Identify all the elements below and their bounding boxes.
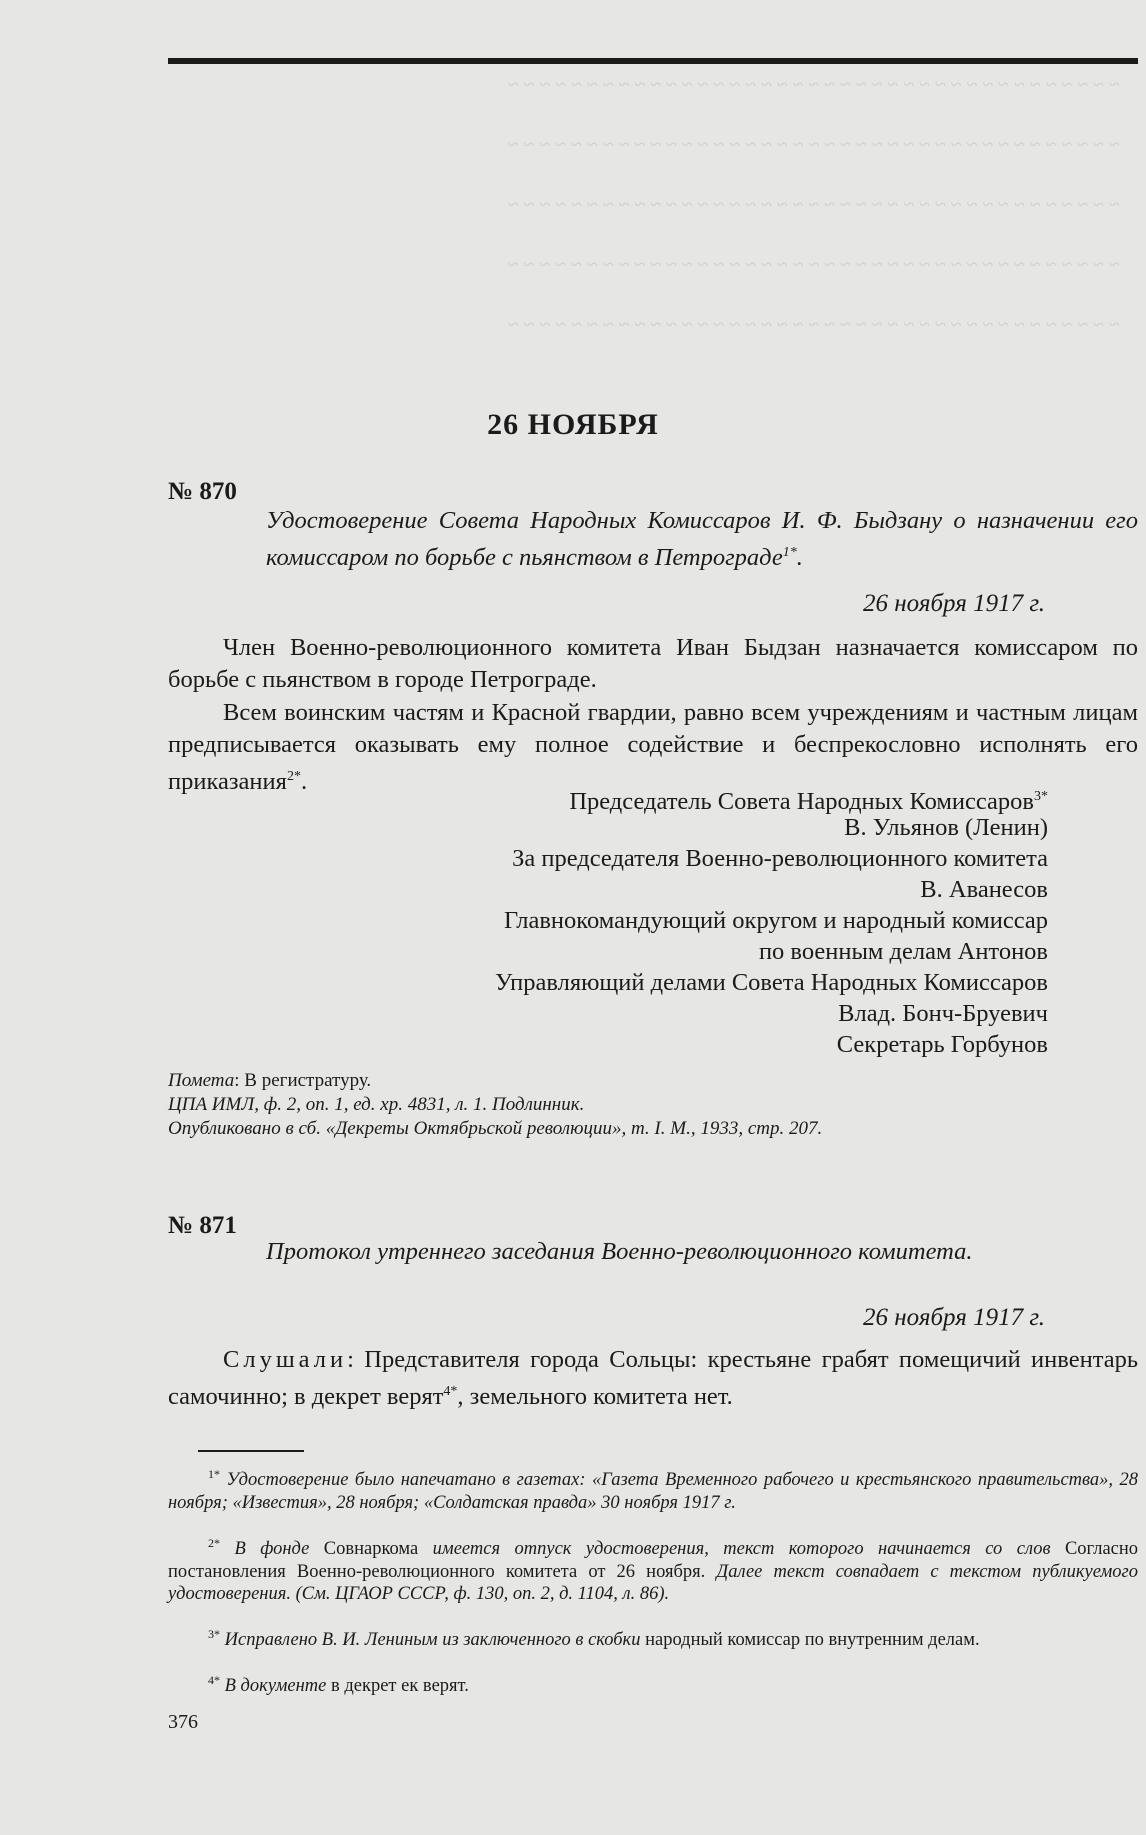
signature-text: Председатель Совета Народных Комиссаров xyxy=(569,788,1034,816)
show-through-text: ~ ~ ~ ~ ~ ~ ~ ~ ~ ~ ~ ~ ~ ~ ~ ~ ~ ~ ~ ~ ~ ~ ~ ~ ~ ~ ~ ~ ~ ~ ~ ~ ~ ~ ~ ~ ~ ~ ~ xyxy=(508,254,1120,276)
signature-4-title: Управляющий делами Совета Народных Комиссаров xyxy=(494,969,1048,996)
top-rule xyxy=(168,58,1138,64)
doc-870-paragraph-1: Член Военно-революционного комитета Иван Быдзан назначается комиссаром по борьбе с пьянством в городе Петрограде. xyxy=(168,634,1138,693)
heard-text: : Представителя города Сольцы: крестьяне грабят помещичий инвентарь самочинно; в декрет верят xyxy=(168,1346,1138,1411)
footnote-rule xyxy=(198,1450,304,1452)
signature-4-name: Влад. Бонч-Бруевич xyxy=(838,1000,1048,1027)
punctuation: . xyxy=(796,544,803,572)
heard-end: , земельного комитета нет. xyxy=(457,1383,733,1411)
footnote-text: Далее текст совпадает с текстом публикуемого удостоверения. (См. ЦГАОР СССР, ф. 130, оп. 2, д. 1104, л. 86). xyxy=(168,1561,1138,1605)
doc-870-title-text: Удостоверение Совета Народных Комиссаров И. Ф. Быдзану о назначении его комиссаром по борьбе с пьянством в Петрограде xyxy=(266,507,1138,572)
footnote-text: в декрет ек верят. xyxy=(330,1676,469,1697)
doc-871-heard xyxy=(168,1344,1138,1413)
page-number: 376 xyxy=(168,1711,198,1733)
show-through-text: ~ ~ ~ ~ ~ ~ ~ ~ ~ ~ ~ ~ ~ ~ ~ ~ ~ ~ ~ ~ ~ ~ ~ ~ ~ ~ ~ ~ ~ ~ ~ ~ ~ ~ ~ ~ ~ ~ ~ xyxy=(508,74,1120,96)
mark-text: : В регистратуру. xyxy=(234,1070,372,1091)
doc-871-number: № 871 xyxy=(168,1212,237,1239)
footnote-text: Совнаркома xyxy=(323,1539,419,1560)
signature-3-title: Главнокомандующий округом и народный комиссар xyxy=(503,907,1048,934)
doc-871-date: 26 ноября 1917 г. xyxy=(863,1304,1045,1331)
doc-870-number: № 870 xyxy=(168,478,237,505)
footnote-text: Удостоверение было напечатано в газетах: «Газета Временного рабочего и крестьянского правительства», 28 ноября; «Известия», 28 ноября; «Солдатская правда» 30 ноября 1917 г. xyxy=(168,1470,1139,1513)
footnote-mark: 2* xyxy=(208,1536,220,1550)
signature-2-name: В. Аванесов xyxy=(920,876,1048,903)
footnote-text: В фонде xyxy=(234,1539,324,1560)
footnote-text: народный комиссар по внутренним делам. xyxy=(645,1630,980,1651)
paragraph-text: Всем воинским частям и Красной гвардии, равно всем учреждениям и частным лицам предписывается оказывать ему полное содействие и беспрекословно исполнять его приказания xyxy=(168,699,1138,796)
footnote-4 xyxy=(168,1669,1138,1698)
footnote-text: Исправлено В. И. Лениным из заключенного в скобки xyxy=(224,1630,646,1651)
doc-870-archive: ЦПА ИМЛ, ф. 2, оп. 1, ед. хр. 4831, л. 1. Подлинник. xyxy=(168,1094,585,1115)
heard-label: Слушали xyxy=(223,1346,348,1373)
signature-2-title: За председателя Военно-революционного комитета xyxy=(512,845,1048,872)
show-through-text: ~ ~ ~ ~ ~ ~ ~ ~ ~ ~ ~ ~ ~ ~ ~ ~ ~ ~ ~ ~ ~ ~ ~ ~ ~ ~ ~ ~ ~ ~ ~ ~ ~ ~ ~ ~ ~ ~ ~ xyxy=(508,134,1120,156)
footnote-ref: 4* xyxy=(443,1384,458,1399)
footnote-ref: 1* xyxy=(782,545,797,560)
doc-870-title xyxy=(266,505,1138,574)
day-heading: 26 НОЯБРЯ xyxy=(487,408,659,441)
footnote-2 xyxy=(168,1532,1138,1606)
doc-870-published: Опубликовано в сб. «Декреты Октябрьской революции», т. I. М., 1933, стр. 207. xyxy=(168,1118,823,1139)
footnote-mark: 4* xyxy=(208,1673,220,1687)
doc-870-mark xyxy=(168,1069,1138,1093)
mark-label: Помета xyxy=(168,1070,235,1091)
signature-3-name: по военным делам Антонов xyxy=(758,938,1048,965)
signature-5: Секретарь Горбунов xyxy=(836,1031,1048,1058)
footnote-mark: 1* xyxy=(208,1467,220,1481)
footnote-ref: 3* xyxy=(1034,789,1048,804)
footnote-1 xyxy=(168,1463,1138,1514)
footnote-text: В документе xyxy=(224,1676,331,1697)
show-through-text: ~ ~ ~ ~ ~ ~ ~ ~ ~ ~ ~ ~ ~ ~ ~ ~ ~ ~ ~ ~ ~ ~ ~ ~ ~ ~ ~ ~ ~ ~ ~ ~ ~ ~ ~ ~ ~ ~ ~ xyxy=(508,314,1120,336)
punctuation: . xyxy=(300,768,308,796)
signature-1-name: В. Ульянов (Ленин) xyxy=(844,814,1048,841)
footnote-text: имеется отпуск удостоверения, текст которого начинается со слов xyxy=(418,1539,1065,1560)
doc-870-date: 26 ноября 1917 г. xyxy=(863,590,1045,617)
footnote-ref: 2* xyxy=(286,769,301,784)
footnote-mark: 3* xyxy=(208,1627,220,1641)
footnote-3 xyxy=(168,1623,1138,1652)
doc-871-title: Протокол утреннего заседания Военно-революционного комитета. xyxy=(266,1238,973,1265)
show-through-text: ~ ~ ~ ~ ~ ~ ~ ~ ~ ~ ~ ~ ~ ~ ~ ~ ~ ~ ~ ~ ~ ~ ~ ~ ~ ~ ~ ~ ~ ~ ~ ~ ~ ~ ~ ~ ~ ~ ~ xyxy=(508,194,1120,216)
footnote-text: Согласно постановления Военно-революционного комитета от 26 ноября. xyxy=(168,1539,1139,1582)
